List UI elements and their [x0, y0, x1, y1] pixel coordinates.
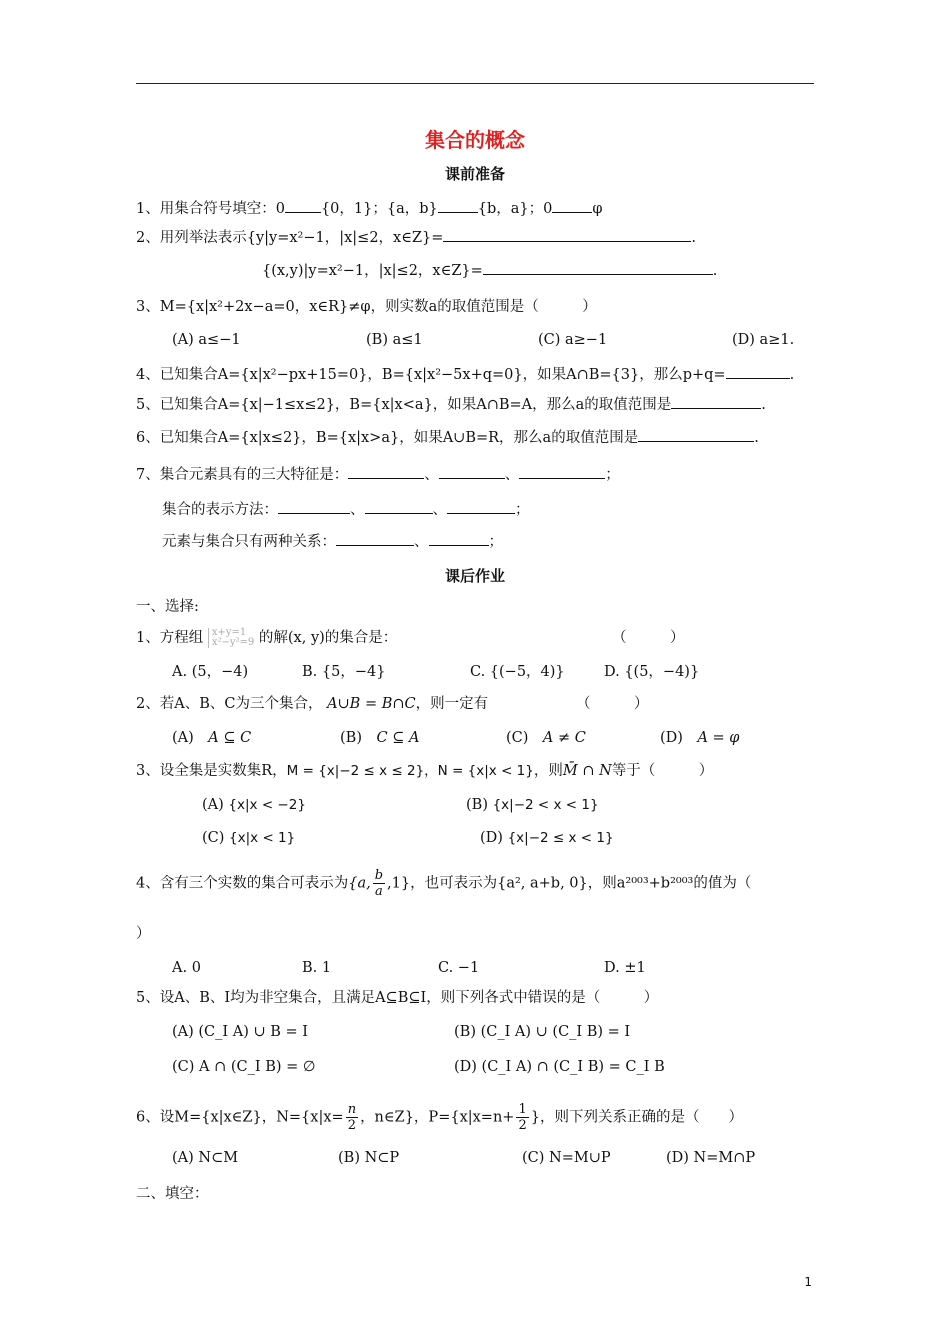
hw-c3-opt-d: (D) {x|−2 ≤ x < 1}	[480, 830, 614, 846]
hw-c3: 3、设全集是实数集R，M = {x|−2 ≤ x ≤ 2}，N = {x|x < 1}，则M̄ ∩ N等于（ ）	[136, 763, 714, 779]
pre-q4: 4、已知集合A={x|x²−px+15=0}，B={x|x²−5x+q=0}，如果A∩B={3}，那么p+q= .	[136, 364, 794, 385]
fraction-n-over-2: $\frac{n}{2}$	[347, 1102, 357, 1133]
page-number: 1	[804, 1275, 812, 1289]
hw-c1-opt-c: C. {(−5，4)}	[470, 664, 565, 680]
hw-c4-close: ）	[136, 926, 151, 942]
hw-c6-opt-d: (D) N=M∩P	[666, 1150, 756, 1166]
equation-system: x+y=1 x²−y²=9	[208, 628, 254, 648]
pre-q3-opt-d: (D) a≥1.	[732, 332, 795, 348]
pre-q7b: 集合的表示方法： 、 、 ；	[162, 499, 530, 520]
hw-c2-opt-a: (A) A ⊆ C	[172, 730, 252, 746]
hw-part2: 二、填空：	[136, 1186, 209, 1202]
pre-q7a: 7、集合元素具有的三大特征是： 、 、 ；	[136, 464, 620, 485]
hw-c6: 6、设M={x|x∈Z}，N={x|x= $\frac{n}{2}$ ，n∈Z}，P={x|x=n+ $\frac{1}{2}$ }，则下列关系正确的是（ ）	[136, 1102, 743, 1133]
fraction-b-over-a: $\frac{b}{a}$	[374, 868, 384, 899]
hw-c1-opt-d: D. {(5，−4)}	[604, 664, 700, 680]
pre-q6: 6、已知集合A={x|x≤2}，B={x|x>a}，如果A∪B=R，那么a的取值范围是 .	[136, 427, 759, 448]
hw-c1: 1、方程组 x+y=1 x²−y²=9 的解(x, y)的集合是：	[136, 627, 398, 648]
pre-q7c: 元素与集合只有两种关系： 、 ；	[162, 531, 503, 552]
hw-c4: 4、含有三个实数的集合可表示为{a, $\frac{b}{a}$ ,1}，也可表示为{a², a+b, 0}，则a²⁰⁰³+b²⁰⁰³的值为（	[136, 868, 752, 899]
hw-c4-opt-b: B. 1	[302, 960, 332, 976]
pre-q5: 5、已知集合A={x|−1≤x≤2}，B={x|x<a}，如果A∩B=A，那么a的取值范围是 .	[136, 394, 766, 415]
hw-c5-opt-d: (D) (C_I A) ∩ (C_I B) = C_I B	[454, 1059, 665, 1075]
hw-c2: 2、若A、B、C为三个集合， A∪B = B∩C，则一定有	[136, 696, 489, 712]
hw-c5-opt-b: (B) (C_I A) ∪ (C_I B) = I	[454, 1024, 631, 1040]
pre-q2b: {(x,y)|y=x²−1，|x|≤2，x∈Z}= .	[262, 260, 717, 281]
hw-c4-opt-c: C. −1	[438, 960, 480, 976]
pre-q3-opt-a: (A) a≤−1	[172, 332, 241, 348]
hw-c5-opt-c: (C) A ∩ (C_I B) = ∅	[172, 1059, 316, 1075]
hw-c6-opt-b: (B) N⊂P	[338, 1150, 400, 1166]
hw-c1-paren: （ ）	[612, 630, 685, 646]
hw-c2-opt-b: (B) C ⊆ A	[340, 730, 420, 746]
hw-c6-opt-c: (C) N=M∪P	[522, 1150, 611, 1166]
hw-c4-opt-d: D. ±1	[604, 960, 646, 976]
header-rule	[136, 83, 814, 84]
hw-c4-opt-a: A. 0	[172, 960, 201, 976]
pre-q2a: 2、用列举法表示{y|y=x²−1，|x|≤2，x∈Z}= .	[136, 227, 696, 248]
hw-c2-opt-d: (D) A = φ	[660, 730, 740, 746]
fraction-1-over-2: $\frac{1}{2}$	[518, 1102, 527, 1133]
hw-c1-opt-a: A. (5，−4)	[172, 664, 249, 680]
hw-c1-opt-b: B. {5，−4}	[302, 664, 386, 680]
hw-c3-opt-b: (B) {x|−2 < x < 1}	[466, 797, 599, 813]
pre-q3-opt-c: (C) a≥−1	[538, 332, 608, 348]
page-title: 集合的概念	[425, 128, 525, 152]
hw-c3-opt-c: (C) {x|x < 1}	[202, 830, 296, 846]
pre-q3: 3、M={x|x²+2x−a=0，x∈R}≠φ，则实数a的取值范围是（ ）	[136, 299, 597, 315]
pre-q3-opt-b: (B) a≤1	[366, 332, 423, 348]
hw-c3-opt-a: (A) {x|x < −2}	[202, 797, 306, 813]
hw-c5: 5、设A、B、I均为非空集合，且满足A⊆B⊆I，则下列各式中错误的是（ ）	[136, 990, 659, 1006]
hw-part1: 一、选择:	[136, 599, 199, 615]
hw-c2-paren: （ ）	[576, 696, 649, 712]
hw-c2-opt-c: (C) A ≠ C	[506, 730, 586, 746]
hw-c5-opt-a: (A) (C_I A) ∪ B = I	[172, 1024, 308, 1040]
section-hw: 课后作业	[444, 567, 505, 585]
pre-q1: 1、用集合符号填空：0 {0，1}；{a，b} {b，a}；0 φ	[136, 198, 603, 219]
section-pre: 课前准备	[444, 165, 505, 183]
hw-c6-opt-a: (A) N⊂M	[172, 1150, 239, 1166]
